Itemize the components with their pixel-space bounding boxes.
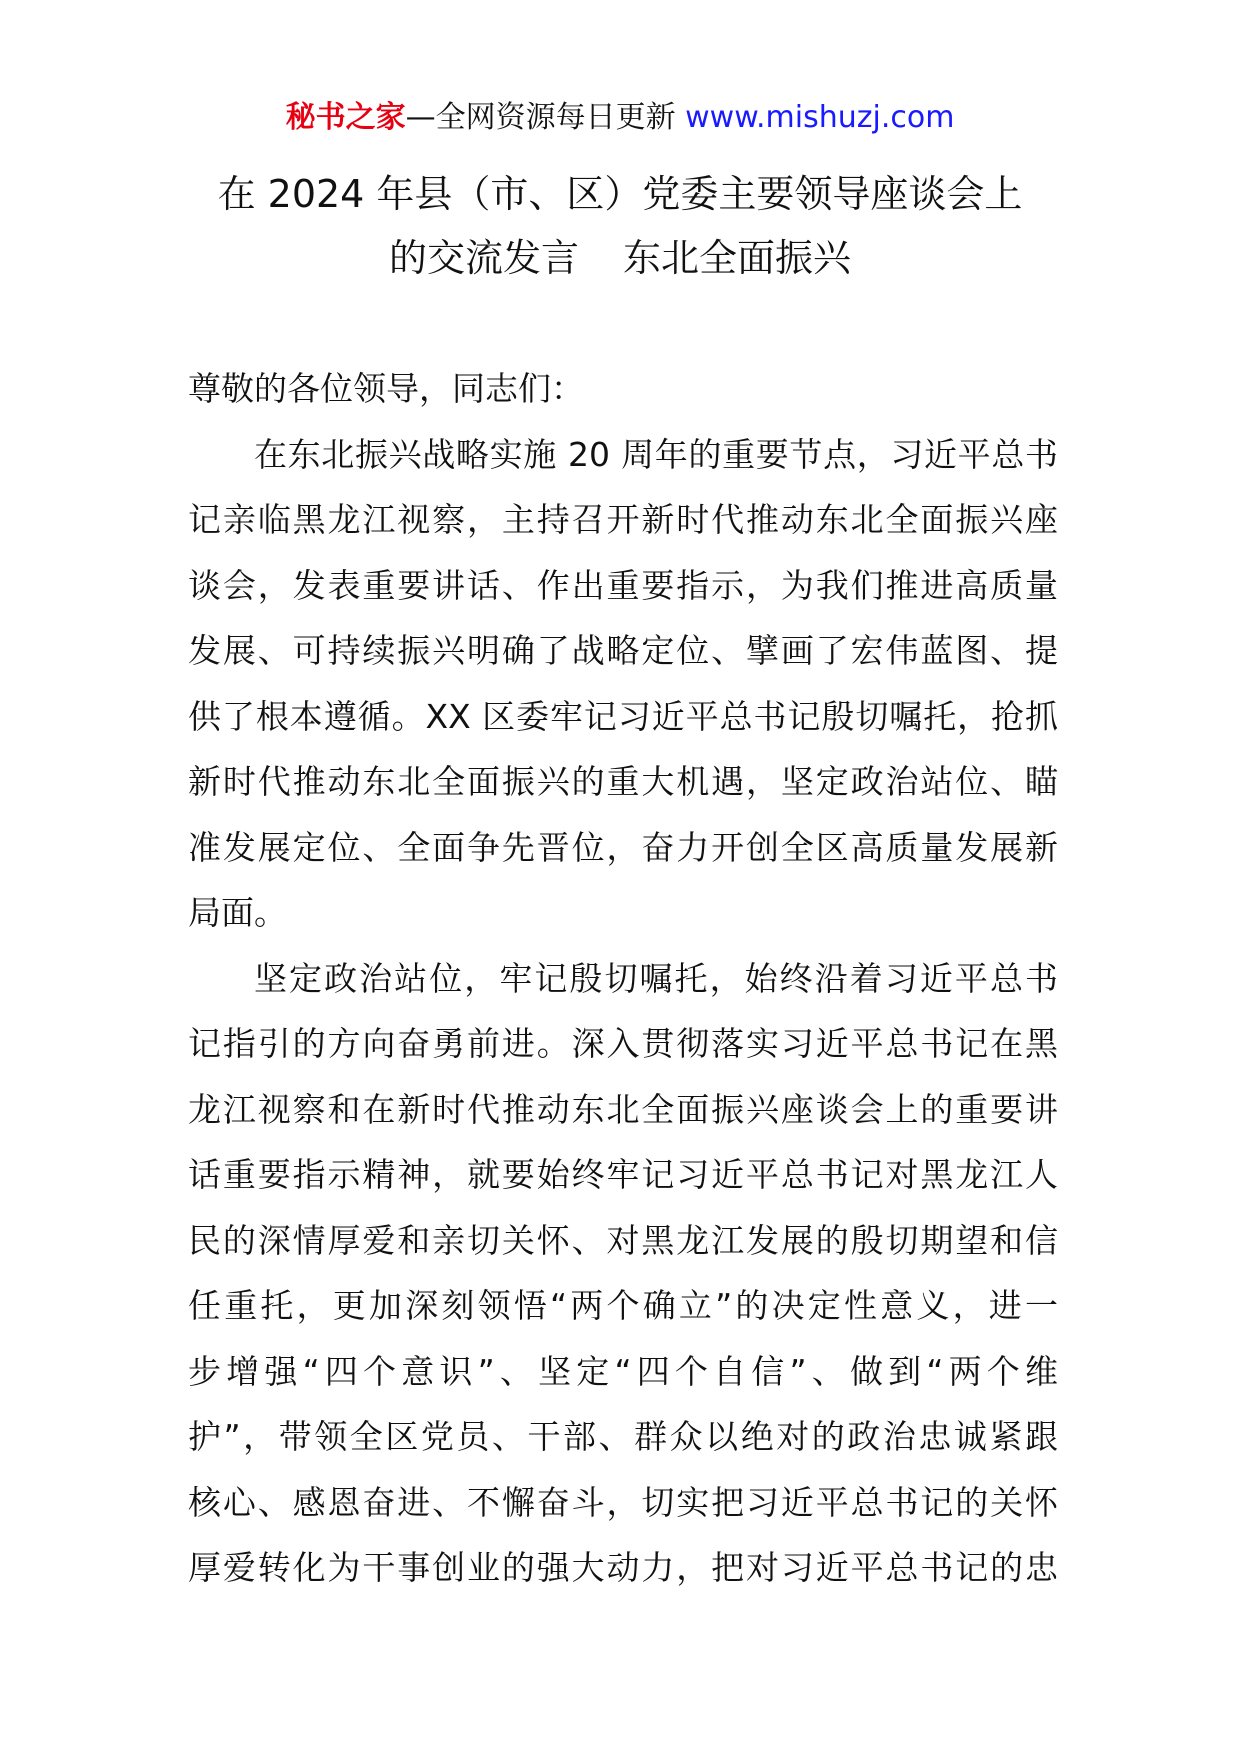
paragraph-line: 记指引的方向奋勇前进。深入贯彻落实习近平总书记在黑 (188, 1024, 1058, 1063)
paragraph-line: 发展、可持续振兴明确了战略定位、擘画了宏伟蓝图、提 (188, 631, 1058, 670)
paragraph-line: 任重托，更加深刻领悟“两个确立”的决定性意义，进一 (188, 1286, 1058, 1325)
site-header (0, 98, 1240, 138)
site-url: www.mishuzj.com (685, 100, 955, 135)
paragraph-line: 民的深情厚爱和亲切关怀、对黑龙江发展的殷切期望和信 (188, 1220, 1058, 1260)
paragraph-line: 供了根本遵循。XX 区委牢记习近平总书记殷切嘱托，抢抓 (188, 696, 1058, 736)
paragraph-line: 核心、感恩奋进、不懈奋斗，切实把习近平总书记的关怀 (188, 1482, 1058, 1522)
paragraph-line: 记亲临黑龙江视察，主持召开新时代推动东北全面振兴座 (188, 500, 1058, 539)
site-tagline: —全网资源每日更新 (405, 100, 686, 135)
title-line-2-part-1: 的交流发言 (388, 236, 579, 280)
paragraph-line: 坚定政治站位，牢记殷切嘱托，始终沿着习近平总书 (254, 958, 1058, 998)
title-line-2-part-2: 东北全面振兴 (623, 236, 852, 280)
paragraph-line: 准发展定位、全面争先晋位，奋力开创全区高质量发展新 (188, 827, 1058, 867)
title-line-1: 在 2024 年县（市、区）党委主要领导座谈会上 (217, 172, 1023, 216)
document-body (188, 356, 1058, 1601)
paragraph-line: 谈会，发表重要讲话、作出重要指示，为我们推进高质量 (188, 565, 1058, 605)
paragraph-2 (188, 946, 1058, 1601)
paragraph-1 (188, 422, 1058, 946)
paragraph-line: 步增强“四个意识”、坚定“四个自信”、做到“两个维 (188, 1351, 1058, 1391)
paragraph-line: 在东北振兴战略实施 20 周年的重要节点，习近平总书 (254, 434, 1058, 474)
paragraph-line: 龙江视察和在新时代推动东北全面振兴座谈会上的重要讲 (188, 1089, 1058, 1129)
salutation: 尊敬的各位领导，同志们： (188, 369, 584, 408)
title-line-2 (180, 226, 1060, 290)
paragraph-line: 护”，带领全区党员、干部、群众以绝对的政治忠诚紧跟 (188, 1417, 1058, 1456)
paragraph-line: 局面。 (188, 893, 287, 932)
site-brand: 秘书之家 (285, 100, 406, 135)
paragraph-line: 话重要指示精神，就要始终牢记习近平总书记对黑龙江人 (188, 1155, 1058, 1194)
paragraph-line: 厚爱转化为干事创业的强大动力，把对习近平总书记的忠 (188, 1548, 1058, 1587)
paragraph-line: 新时代推动东北全面振兴的重大机遇，坚定政治站位、瞄 (188, 762, 1058, 801)
document-title (180, 162, 1060, 290)
